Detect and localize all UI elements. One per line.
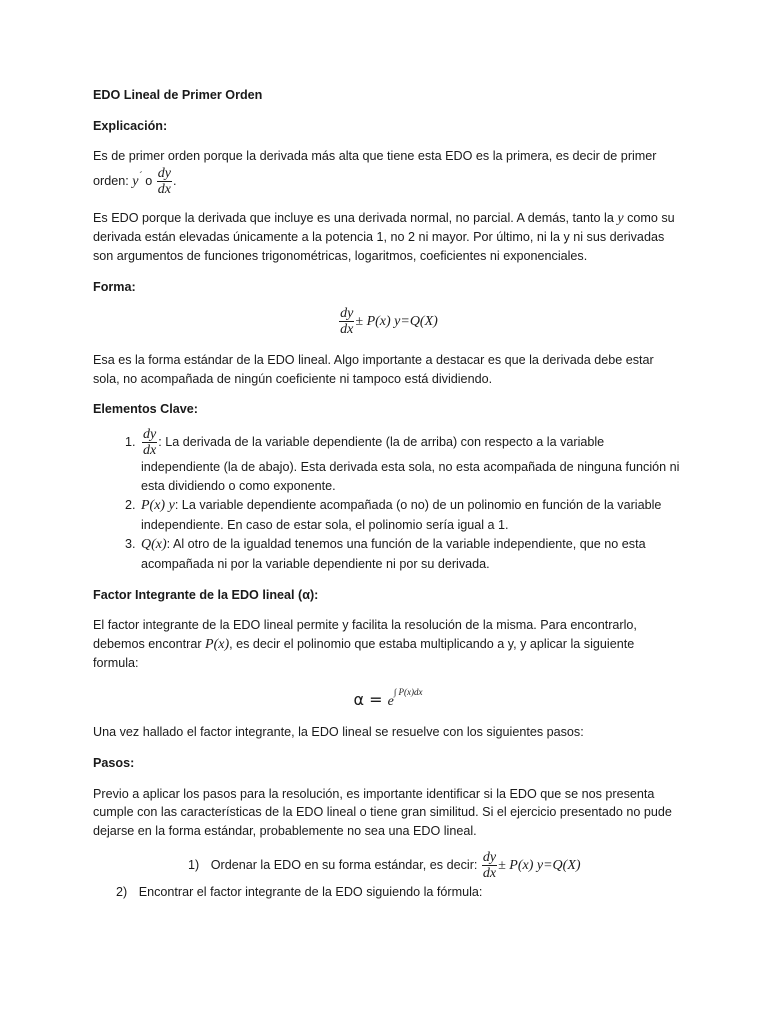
step-2: [93, 883, 683, 902]
numerator: dy: [482, 850, 497, 866]
y-symbol: y: [132, 173, 139, 189]
explanation-heading: Explicación:: [93, 118, 168, 133]
equation-rest: ± P(x) y=Q(X): [498, 858, 581, 874]
derivative-fraction: [339, 306, 354, 337]
derivative-fraction: [482, 850, 497, 881]
p1-or: o: [141, 173, 156, 188]
list-item: [139, 496, 683, 534]
derivative-fraction: [142, 427, 157, 458]
key-elements-list: [93, 427, 683, 574]
p-x-math: P(x): [205, 636, 230, 652]
euler-e: e: [387, 693, 394, 709]
p2-after: como su derivada están elevadas únicamente a la potencia 1, no 2 ni mayor. Por último, ni la y ni sus derivadas son argumentos de funciones trigonométricas, logaritmos, coeficientes ni exponenciales.: [93, 210, 675, 263]
p1-end: .: [173, 173, 177, 188]
paragraph-integrating-factor: [93, 616, 683, 673]
form-heading: Forma:: [93, 279, 136, 294]
numerator: dy: [157, 165, 172, 181]
numerator: 1. dy: [143, 426, 157, 442]
paragraph-first-order: [93, 147, 683, 197]
q-x-math: Q(x): [141, 537, 167, 553]
key3-text: : Al otro de la igualdad tenemos una función de la variable independiente, que no esta acompañada ni por la variable dependiente ni por su derivada.: [141, 537, 646, 571]
denominator: dx: [143, 442, 157, 458]
key1-text: : La derivada de la variable dependiente (la de arriba) con respecto a la variable independiente (la de abajo). Esta derivada esta sola, no esta acompañada de ninguna función ni esta dividiendo o como exponente.: [141, 434, 680, 493]
key-elements-heading: Elementos Clave:: [93, 402, 198, 417]
p4-after: , es decir el polinomio que estaba multiplicando a y, y aplicar la siguiente formula:: [93, 636, 635, 671]
paragraph-prior-steps: Previo a aplicar los pasos para la resolución, es importante identificar si la EDO que se nos presenta cumple con las características de la EDO lineal o tiene gran similitud. Si el ejercicio presentado no pude dejarse en la forma estándar, probablemente no sea una EDO lineal.: [93, 786, 672, 838]
alpha-lhs: α =: [353, 689, 388, 709]
key2-text: : La variable dependiente acompañada (o no) de un polinomio en función de la variable independiente. En caso de estar sola, el polinomio sería igual a 1.: [141, 498, 662, 532]
document-title: EDO Lineal de Primer Orden: [93, 88, 263, 102]
step-1-number: 1): [188, 858, 200, 873]
standard-form-equation: [93, 306, 683, 337]
denominator: dx: [157, 181, 172, 197]
prime-symbol: ´: [138, 170, 142, 182]
step-2-text: Encontrar el factor integrante de la EDO siguiendo la fórmula:: [138, 885, 483, 900]
steps-heading: Pasos:: [93, 756, 135, 771]
paragraph-edo-definition: [93, 209, 683, 266]
step-2-number: 2): [116, 885, 128, 900]
paragraph-standard-form: Esa es la forma estándar de la EDO lineal. Algo importante a destacar es que la derivada debe estar sola, no acompañada de ningún coeficiente ni tampoco está dividiendo.: [93, 353, 654, 386]
y-symbol: y: [617, 210, 624, 226]
alpha-exponent: ∫ P(x)dx: [393, 686, 423, 697]
document-content: [93, 86, 683, 902]
list-item: [139, 535, 683, 573]
p1-text: Es de primer orden porque la derivada más alta que tiene esta EDO es la primera, es decir de primer orden:: [93, 149, 657, 188]
equation-rest: ± P(x) y=Q(X): [355, 313, 438, 329]
derivative-fraction: [157, 166, 172, 197]
p2-before: Es EDO porque la derivada que incluye es una derivada normal, no parcial. A demás, tanto la: [93, 210, 618, 225]
alpha-formula: [93, 683, 683, 712]
p-x-y-math: P(x) y: [141, 498, 175, 514]
list-item: [139, 427, 683, 495]
paragraph-solve-steps: Una vez hallado el factor integrante, la EDO lineal se resuelve con los siguientes pasos:: [93, 725, 584, 740]
step-1-text: Ordenar la EDO en su forma estándar, es decir:: [210, 858, 481, 873]
p4-before: El factor integrante de la EDO lineal permite y facilita la resolución de la misma. Para encontrarlo, debemos encontrar: [93, 618, 637, 651]
denominator: dx: [482, 866, 497, 882]
denominator: dx: [340, 322, 354, 338]
step-1: [93, 850, 683, 881]
numerator: dy: [340, 306, 354, 322]
integrating-factor-heading: Factor Integrante de la EDO lineal (α):: [93, 587, 319, 602]
